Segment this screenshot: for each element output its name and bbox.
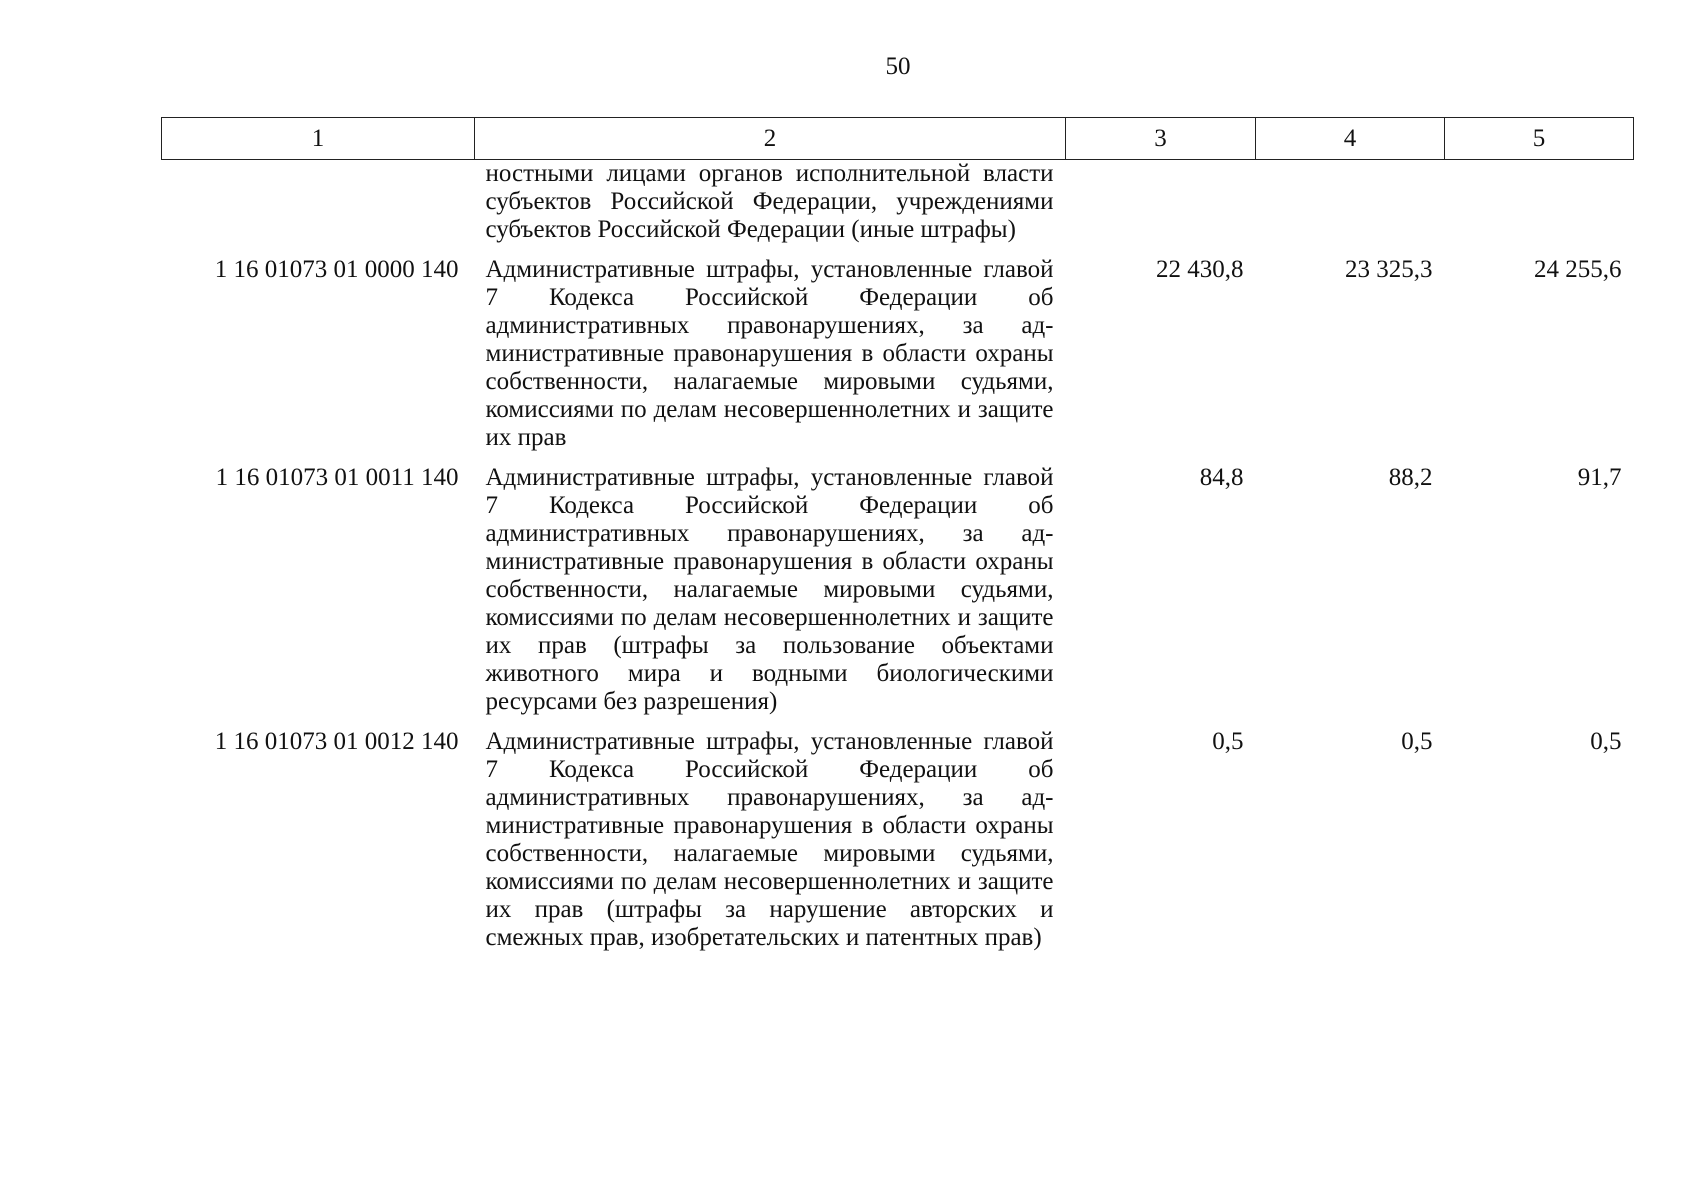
row-description: Административные штрафы, установленные главой 7 Кодекса Российской Федерации об административных правонарушениях, за административные правонарушения в области охраны собственности, налагаемые мировыми судьями, комиссиями по делам несовершеннолетних и защите их прав (штрафы за нарушение авторских и смежных прав, изобретательских и патентных прав) — [485, 728, 1054, 951]
table-body — [162, 160, 1634, 953]
row-value-3 — [1066, 160, 1256, 245]
row-value-5: 0,5 — [1590, 728, 1622, 755]
header-col-1: 1 — [162, 118, 475, 160]
row-description: Административные штрафы, установленные главой 7 Кодекса Российской Федерации об административных правонарушениях, за административные правонарушения в области охраны собственности, налагаемые мировыми судьями, комиссиями по делам несовершеннолетних и защите их прав (штрафы за пользование объектами животного мира и водными биологическими ресурсами без разрешения) — [485, 464, 1054, 715]
row-code: 1 16 01073 01 0000 140 — [214, 256, 459, 283]
row-code: 1 16 01073 01 0011 140 — [215, 464, 459, 491]
table-row — [162, 160, 1634, 245]
row-value-5 — [1445, 160, 1634, 245]
row-value-4: 0,5 — [1401, 728, 1433, 755]
row-value-4: 23 325,3 — [1345, 256, 1433, 283]
header-col-2: 2 — [475, 118, 1066, 160]
row-value-4: 88,2 — [1388, 464, 1433, 491]
row-description: ностными лицами органов исполнительной власти субъектов Российской Федерации, учреждениями субъектов Российской Федерации (иные штрафы) — [485, 160, 1054, 243]
row-value-5: 24 255,6 — [1534, 256, 1622, 283]
budget-table — [161, 117, 1634, 952]
header-row — [162, 118, 1634, 160]
row-value-3: 0,5 — [1212, 728, 1244, 755]
row-code — [162, 160, 475, 245]
row-value-3: 22 430,8 — [1156, 256, 1244, 283]
page-number: 50 — [885, 53, 911, 80]
header-col-3: 3 — [1066, 118, 1256, 160]
table-header — [162, 118, 1634, 160]
table-row — [162, 244, 1634, 452]
row-description: Административные штрафы, установленные главой 7 Кодекса Российской Федерации об административных правонарушениях, за административные правонарушения в области охраны собственности, налагаемые мировыми судьями, комиссиями по делам несовершеннолетних и защите их прав — [485, 256, 1054, 451]
table-row — [162, 452, 1634, 716]
row-value-5: 91,7 — [1577, 464, 1622, 491]
header-col-4: 4 — [1256, 118, 1445, 160]
table-row — [162, 716, 1634, 952]
row-value-3: 84,8 — [1199, 464, 1244, 491]
row-code: 1 16 01073 01 0012 140 — [214, 728, 459, 755]
row-value-4 — [1256, 160, 1445, 245]
header-col-5: 5 — [1445, 118, 1634, 160]
